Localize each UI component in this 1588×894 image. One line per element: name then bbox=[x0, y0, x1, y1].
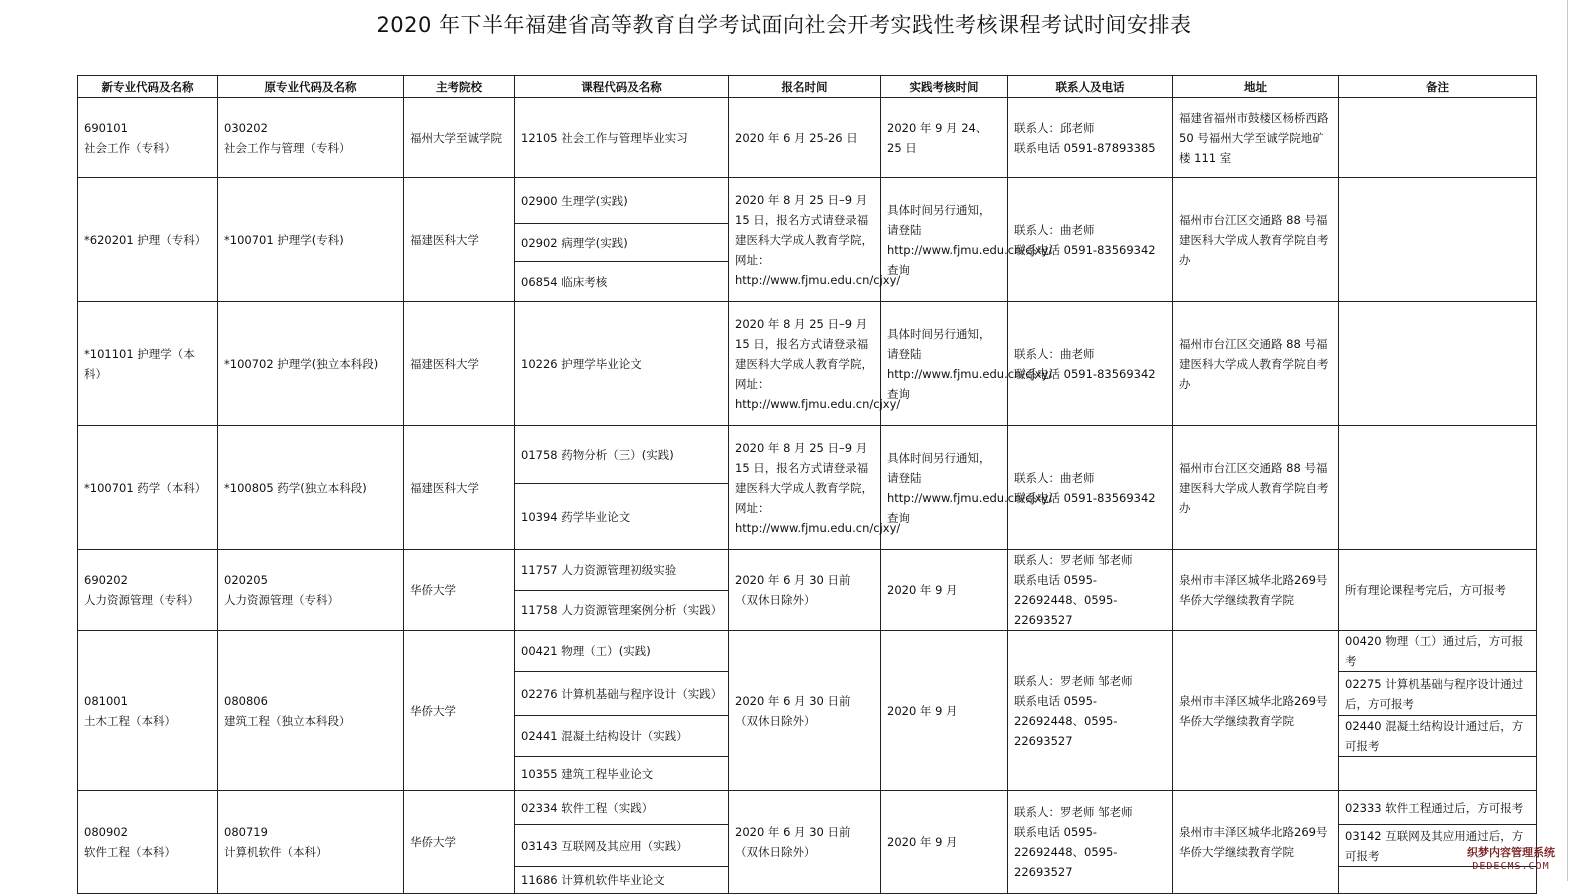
new-major-cell: *101101 护理学（本科） bbox=[78, 302, 218, 426]
header-row bbox=[78, 76, 1537, 98]
course-cell: 10226 护理学毕业论文 bbox=[515, 302, 729, 426]
table-row bbox=[78, 178, 1537, 224]
new-major-cell: 690202 人力资源管理（专科） bbox=[78, 550, 218, 631]
reg-time-cell: 2020 年 6 月 30 日前 （双休日除外） bbox=[729, 631, 881, 791]
course-cell: 01758 药物分析（三）(实践) bbox=[515, 426, 729, 484]
page-edge-line bbox=[1567, 0, 1568, 881]
notes-cell: 所有理论课程考完后，方可报考 bbox=[1339, 550, 1537, 631]
schedule-table bbox=[77, 75, 1537, 894]
notes-cell: 00420 物理（工）通过后，方可报考 bbox=[1339, 631, 1537, 672]
course-cell: 02900 生理学(实践) bbox=[515, 178, 729, 224]
table-row bbox=[78, 426, 1537, 484]
header-new-major: 新专业代码及名称 bbox=[78, 76, 218, 98]
header-exam-time: 实践考核时间 bbox=[881, 76, 1008, 98]
exam-time-cell: 具体时间另行通知，请登陆 http://www.fjmu.edu.cn/cjxy/ 查询 bbox=[881, 426, 1008, 550]
exam-time-cell: 2020 年 9 月 bbox=[881, 791, 1008, 894]
contact-cell: 联系人：罗老师 邹老师 联系电话 0595-22692448、0595-22693527 bbox=[1008, 791, 1173, 894]
old-major-cell: 080806 建筑工程（独立本科段） bbox=[218, 631, 404, 791]
exam-time-cell: 具体时间另行通知，请登陆 http://www.fjmu.edu.cn/cjxy/ 查询 bbox=[881, 178, 1008, 302]
course-cell: 12105 社会工作与管理毕业实习 bbox=[515, 98, 729, 178]
address-cell: 福州市台江区交通路 88 号福建医科大学成人教育学院自考办 bbox=[1173, 178, 1339, 302]
old-major-cell: 080719 计算机软件（本科） bbox=[218, 791, 404, 894]
reg-time-cell: 2020 年 6 月 30 日前 （双休日除外） bbox=[729, 791, 881, 894]
notes-cell: 03142 互联网及其应用通过后，方可报考 bbox=[1339, 825, 1537, 867]
course-cell: 02902 病理学(实践) bbox=[515, 224, 729, 262]
new-major-cell: 081001 土木工程（本科） bbox=[78, 631, 218, 791]
reg-time-cell: 2020 年 6 月 30 日前 （双休日除外） bbox=[729, 550, 881, 631]
school-cell: 福州大学至诚学院 bbox=[404, 98, 515, 178]
notes-cell bbox=[1339, 178, 1537, 302]
table-row bbox=[78, 98, 1537, 178]
address-cell: 福州市台江区交通路 88 号福建医科大学成人教育学院自考办 bbox=[1173, 302, 1339, 426]
contact-cell: 联系人：曲老师 联系电话 0591-83569342 bbox=[1008, 426, 1173, 550]
notes-cell bbox=[1339, 757, 1537, 791]
contact-cell: 联系人：曲老师 联系电话 0591-83569342 bbox=[1008, 302, 1173, 426]
notes-cell bbox=[1339, 426, 1537, 550]
notes-cell: 02333 软件工程通过后，方可报考 bbox=[1339, 791, 1537, 825]
address-cell: 泉州市丰泽区城华北路269号华侨大学继续教育学院 bbox=[1173, 791, 1339, 894]
old-major-cell: *100702 护理学(独立本科段) bbox=[218, 302, 404, 426]
exam-time-cell: 2020 年 9 月 bbox=[881, 631, 1008, 791]
address-cell: 福建省福州市鼓楼区杨桥西路 50 号福州大学至诚学院地矿楼 111 室 bbox=[1173, 98, 1339, 178]
header-old-major: 原专业代码及名称 bbox=[218, 76, 404, 98]
reg-time-cell: 2020 年 8 月 25 日–9 月 15 日，报名方式请登录福建医科大学成人教育学院，网址：http://www.fjmu.edu.cn/cjxy/ bbox=[729, 302, 881, 426]
course-cell: 11758 人力资源管理案例分析（实践） bbox=[515, 590, 729, 631]
course-cell: 06854 临床考核 bbox=[515, 262, 729, 302]
old-major-cell: *100701 护理学(专科) bbox=[218, 178, 404, 302]
new-major-cell: 690101 社会工作（专科） bbox=[78, 98, 218, 178]
table-row bbox=[78, 631, 1537, 672]
reg-time-cell: 2020 年 6 月 25-26 日 bbox=[729, 98, 881, 178]
school-cell: 福建医科大学 bbox=[404, 302, 515, 426]
old-major-cell: 030202 社会工作与管理（专科） bbox=[218, 98, 404, 178]
old-major-cell: 020205 人力资源管理（专科） bbox=[218, 550, 404, 631]
new-major-cell: *100701 药学（本科） bbox=[78, 426, 218, 550]
header-contact: 联系人及电话 bbox=[1008, 76, 1173, 98]
reg-time-cell: 2020 年 8 月 25 日–9 月 15 日，报名方式请登录福建医科大学成人教育学院，网址：http://www.fjmu.edu.cn/cjxy/ bbox=[729, 426, 881, 550]
school-cell: 华侨大学 bbox=[404, 550, 515, 631]
watermark-logo: 织梦内容管理系统 DEDECMS.COM bbox=[1467, 846, 1555, 872]
exam-time-cell: 具体时间另行通知，请登陆 http://www.fjmu.edu.cn/cjxy/ 查询 bbox=[881, 302, 1008, 426]
table-row bbox=[78, 550, 1537, 591]
address-cell: 福州市台江区交通路 88 号福建医科大学成人教育学院自考办 bbox=[1173, 426, 1339, 550]
exam-time-cell: 2020 年 9 月 24、25 日 bbox=[881, 98, 1008, 178]
header-address: 地址 bbox=[1173, 76, 1339, 98]
address-cell: 泉州市丰泽区城华北路269号华侨大学继续教育学院 bbox=[1173, 631, 1339, 791]
course-cell: 03143 互联网及其应用（实践） bbox=[515, 825, 729, 867]
old-major-cell: *100805 药学(独立本科段) bbox=[218, 426, 404, 550]
page-title: 2020 年下半年福建省高等教育自学考试面向社会开考实践性考核课程考试时间安排表 bbox=[376, 13, 1192, 37]
header-school: 主考院校 bbox=[404, 76, 515, 98]
course-cell: 10394 药学毕业论文 bbox=[515, 484, 729, 550]
header-reg-time: 报名时间 bbox=[729, 76, 881, 98]
course-cell: 11686 计算机软件毕业论文 bbox=[515, 867, 729, 894]
course-cell: 00421 物理（工）(实践) bbox=[515, 631, 729, 672]
notes-cell: 02275 计算机基础与程序设计通过后，方可报考 bbox=[1339, 672, 1537, 716]
exam-time-cell: 2020 年 9 月 bbox=[881, 550, 1008, 631]
table-row bbox=[78, 302, 1537, 426]
reg-time-cell: 2020 年 8 月 25 日–9 月 15 日，报名方式请登录福建医科大学成人教育学院，网址：http://www.fjmu.edu.cn/cjxy/ bbox=[729, 178, 881, 302]
contact-cell: 联系人：曲老师 联系电话 0591-83569342 bbox=[1008, 178, 1173, 302]
school-cell: 福建医科大学 bbox=[404, 178, 515, 302]
header-course: 课程代码及名称 bbox=[515, 76, 729, 98]
notes-cell bbox=[1339, 302, 1537, 426]
course-cell: 02441 混凝土结构设计（实践） bbox=[515, 716, 729, 757]
contact-cell: 联系人：罗老师 邹老师 联系电话 0595-22692448、0595-22693527 bbox=[1008, 550, 1173, 631]
header-notes: 备注 bbox=[1339, 76, 1537, 98]
school-cell: 华侨大学 bbox=[404, 631, 515, 791]
notes-cell: 02440 混凝土结构设计通过后，方可报考 bbox=[1339, 716, 1537, 757]
contact-cell: 联系人：邱老师 联系电话 0591-87893385 bbox=[1008, 98, 1173, 178]
school-cell: 华侨大学 bbox=[404, 791, 515, 894]
new-major-cell: 080902 软件工程（本科） bbox=[78, 791, 218, 894]
address-cell: 泉州市丰泽区城华北路269号华侨大学继续教育学院 bbox=[1173, 550, 1339, 631]
school-cell: 福建医科大学 bbox=[404, 426, 515, 550]
course-cell: 02276 计算机基础与程序设计（实践） bbox=[515, 672, 729, 716]
course-cell: 10355 建筑工程毕业论文 bbox=[515, 757, 729, 791]
course-cell: 02334 软件工程（实践） bbox=[515, 791, 729, 825]
new-major-cell: *620201 护理（专科） bbox=[78, 178, 218, 302]
table-row bbox=[78, 791, 1537, 825]
notes-cell bbox=[1339, 98, 1537, 178]
course-cell: 11757 人力资源管理初级实验 bbox=[515, 550, 729, 591]
contact-cell: 联系人：罗老师 邹老师 联系电话 0595-22692448、0595-22693527 bbox=[1008, 631, 1173, 791]
